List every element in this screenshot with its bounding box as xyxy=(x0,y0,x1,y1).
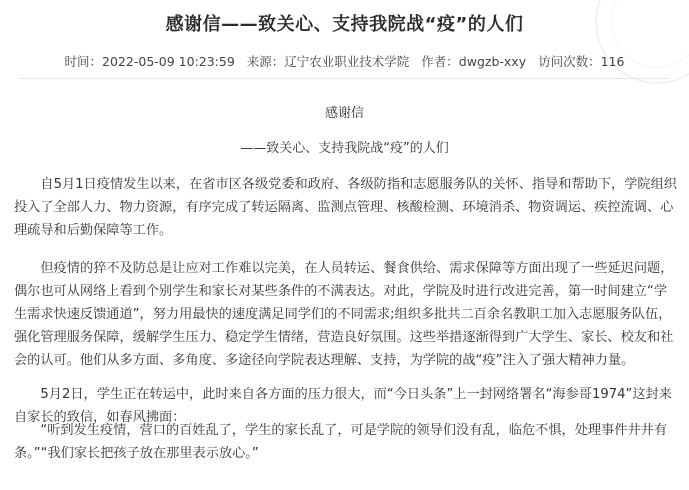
meta-divider xyxy=(20,78,669,79)
paragraph-1: 自5月1日疫情发生以来，在省市区各级党委和政府、各级防指和志愿服务队的关怀、指导和帮助下，学院组织投入了全部人力、物力资源，有序完成了转运隔离、监测点管理、核酸检测、环境消杀、物资调运、疾控流调、心理疏导和后勤保障等工作。 xyxy=(14,177,677,238)
letter-subheading: ——致关心、支持我院战“疫”的人们 xyxy=(240,141,449,156)
meta-source: 来源：辽宁农业职业技术学院 xyxy=(246,54,410,69)
letter-heading: 感谢信 xyxy=(324,106,364,121)
article-meta xyxy=(0,52,689,70)
paragraph-3: 5月2日，学生正在转运中，此时来自各方面的压力很大，而“今日头条”上一封网络署名“海参哥1974”这封来自家长的致信，如春风拂面： xyxy=(14,387,672,425)
meta-views: 访问次数：116 xyxy=(538,54,625,69)
paragraph-4: “听到发生疫情，营口的百姓乱了，学生的家长乱了，可是学院的领导们没有乱，临危不惧，处理事件井井有条。”“我们家长把孩子放在那里表示放心。” xyxy=(14,423,668,461)
article-title: 感谢信——致关心、支持我院战“疫”的人们 xyxy=(165,14,524,35)
meta-author: 作者：dwgzb-xxy xyxy=(421,54,527,69)
meta-time: 时间：2022-05-09 10:23:59 xyxy=(64,54,235,69)
paragraph-2: 但疫情的猝不及防总是让应对工作难以完美，在人员转运、餐食供给、需求保障等方面出现了一些延迟问题，偶尔也可从网络上看到个别学生和家长对某些条件的不满表达。对此，学院及时进行改进完善，第一时间建立“学生需求快速反馈通道”，努力用最快的速度满足同学们的不同需求;组织多批共二百余名教职工加入志愿服务队伍，强化管理服务保障，缓解学生压力、稳定学生情绪，营造良好氛围。这些举措逐渐得到广大学生、家长、校友和社会的认可。他们从多方面、多角度、多途径向学院表达理解、支持，为学院的战“疫”注入了强大精神力量。 xyxy=(14,261,674,368)
